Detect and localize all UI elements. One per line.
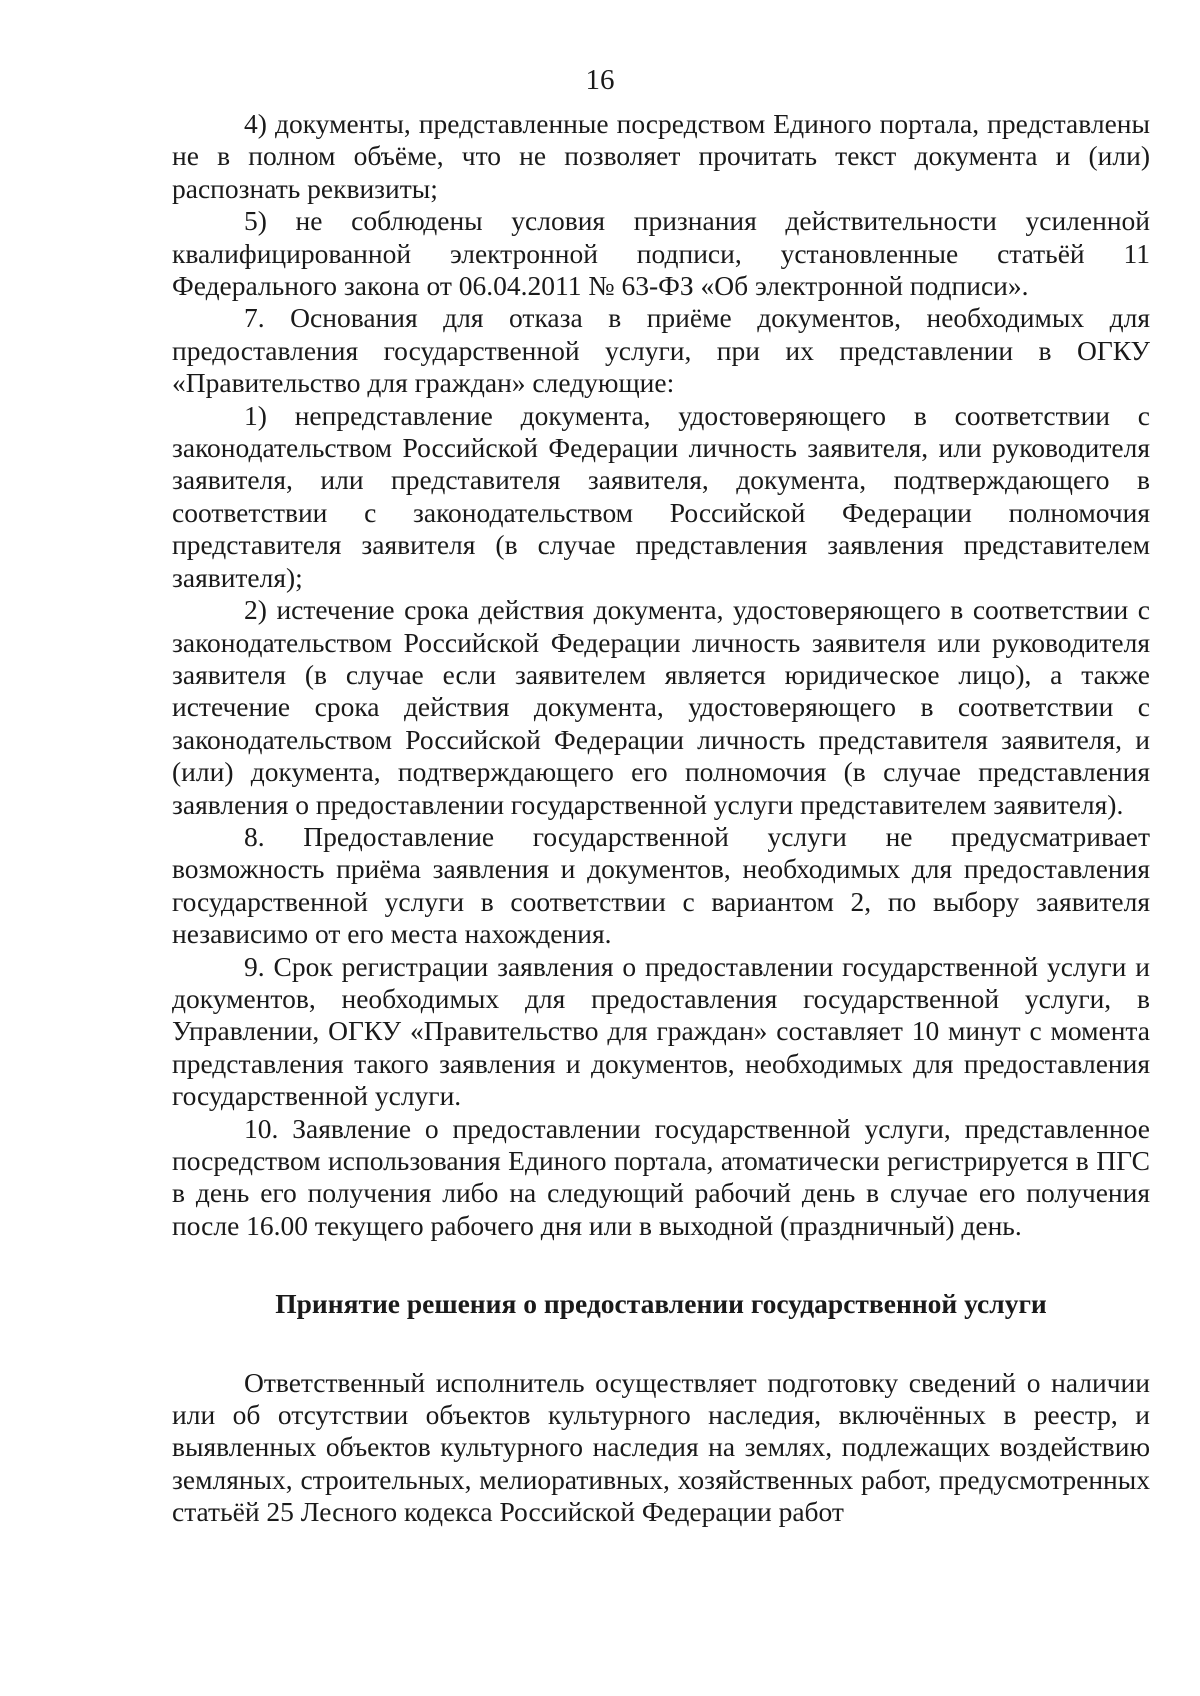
section-heading: Принятие решения о предоставлении государственной услуги	[275, 1288, 1047, 1320]
paragraph-clause-9: 9. Срок регистрации заявления о предоставлении государственной услуги и документов, необходимых для предоставления государственной услуги, в Управлении, ОГКУ «Правительство для граждан» составляет 10 минут с момента представления такого заявления и документов, необходимых для предоставления государственной услуги.	[172, 950, 1150, 1112]
paragraph-section-intro: Ответственный исполнитель осуществляет подготовку сведений о наличии или об отсутствии объектов культурного наследия, включённых в реестр, и выявленных объектов культурного наследия на землях, подлежащих воздействию земляных, строительных, мелиоративных, хозяйственных работ, предусмотренных статьёй 25 Лесного кодекса Российской Федерации работ	[172, 1366, 1150, 1528]
paragraph-clause-7-item-1: 1) непредставление документа, удостоверяющего в соответствии с законодательством Российской Федерации личность заявителя, или руководителя заявителя, или представителя заявителя, документа, подтверждающего в соответствии с законодательством Российской Федерации полномочия представителя заявителя (в случае представления заявления представителем заявителя);	[172, 399, 1150, 593]
paragraph-clause-10: 10. Заявление о предоставлении государственной услуги, представленное посредством использования Единого портала, атоматически регистрируется в ПГС в день его получения либо на следующий рабочий день в случае его получения после 16.00 текущего рабочего дня или в выходной (праздничный) день.	[172, 1112, 1150, 1241]
paragraph-clause-7-refusal-grounds: 7. Основания для отказа в приёме документов, необходимых для предоставления государственной услуги, при их представлении в ОГКУ «Правительство для граждан» следующие:	[172, 302, 1150, 399]
page-number: 16	[585, 64, 615, 96]
document-body	[172, 108, 1150, 1529]
paragraph-item-5-signature-invalid: 5) не соблюдены условия признания действительности усиленной квалифицированной электронной подписи, установленные статьёй 11 Федерального закона от 06.04.2011 № 63-ФЗ «Об электронной подписи».	[172, 205, 1150, 302]
paragraph-clause-8: 8. Предоставление государственной услуги не предусматривает возможность приёма заявления и документов, необходимых для предоставления государственной услуги в соответствии с вариантом 2, по выбору заявителя независимо от его места нахождения.	[172, 820, 1150, 950]
paragraph-item-4-documents-incomplete: 4) документы, представленные посредством Единого портала, представлены не в полном объёме, что не позволяет прочитать текст документа и (или) распознать реквизиты;	[172, 108, 1150, 204]
paragraph-clause-7-item-2: 2) истечение срока действия документа, удостоверяющего в соответствии с законодательством Российской Федерации личность заявителя или руководителя заявителя (в случае если заявителем является юридическое лицо), а также истечение срока действия документа, удостоверяющего в соответствии с законодательством Российской Федерации личность представителя заявителя, и (или) документа, подтверждающего его полномочия (в случае представления заявления о предоставлении государственной услуги представителем заявителя).	[172, 594, 1150, 820]
